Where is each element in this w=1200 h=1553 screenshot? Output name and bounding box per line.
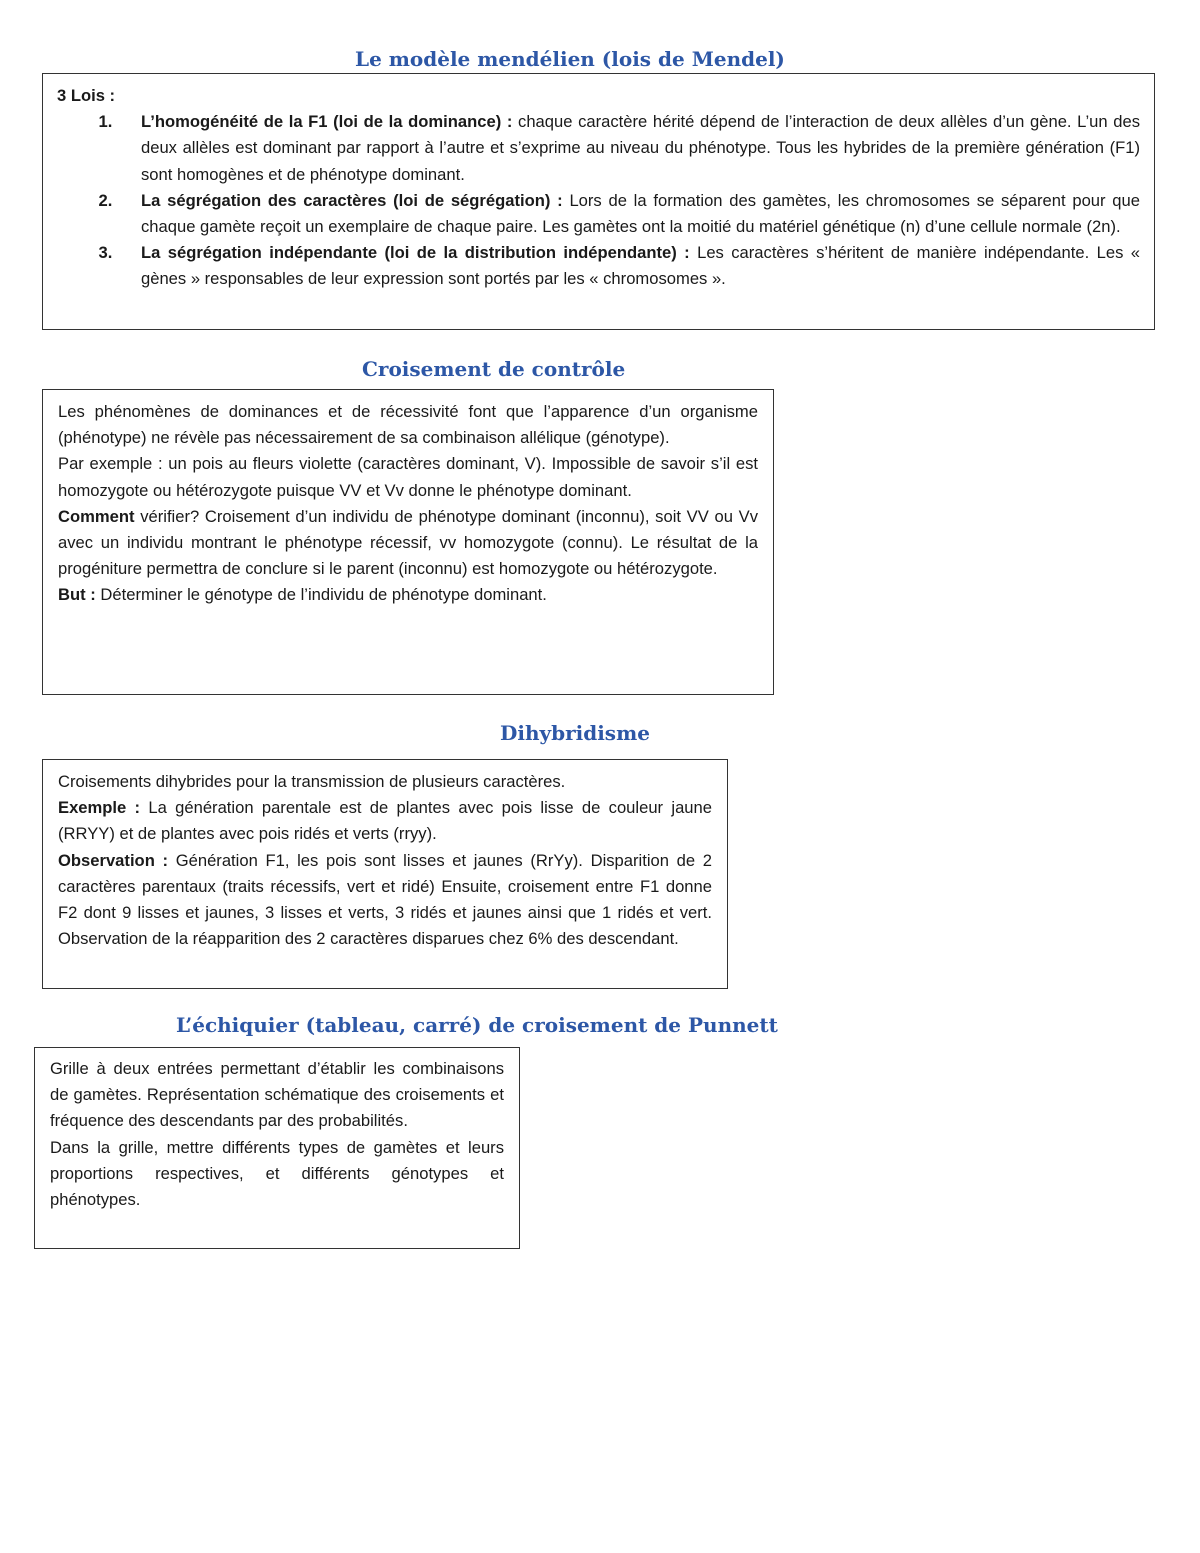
controle-p3-lead: Comment (58, 506, 135, 526)
controle-box (42, 389, 774, 695)
controle-p4-lead: But : (58, 585, 96, 605)
law-item-1 (117, 109, 1140, 188)
law-3-text: Les caractères s’héritent de manière indépendante. Les « gènes » responsables de leur expression sont portés par les « chromosomes ». (141, 243, 1140, 289)
punnett-box (34, 1047, 520, 1249)
controle-p3 (58, 504, 758, 583)
punnett-p2: Dans la grille, mettre différents types de gamètes et leurs proportions respectives, et différents génotypes et phénotypes. (50, 1137, 504, 1210)
dihybridisme-p3-lead: Observation : (58, 850, 169, 870)
law-2-lead: La ségrégation des caractères (loi de ségrégation) : (141, 190, 563, 210)
punnett-title: L’échiquier (tableau, carré) de croisement de Punnett (176, 1013, 778, 1037)
dihybridisme-p2-lead: Exemple : (58, 798, 141, 818)
law-item-2 (117, 188, 1140, 240)
laws-list (57, 109, 1140, 292)
mendel-laws-box (42, 73, 1155, 330)
controle-p4 (58, 582, 758, 608)
controle-p3-text: vérifier? Croisement d’un individu de phénotype dominant (inconnu), soit VV ou Vv avec un individu montrant le phénotype récessif, vv homozygote (connu). Le résultat de la progéniture permettra de conclure si le parent (inconnu) est homozygote ou hétérozygote. (58, 506, 758, 579)
dihybridisme-p1: Croisements dihybrides pour la transmission de plusieurs caractères. (58, 772, 566, 791)
law-1-text: chaque caractère hérité dépend de l’interaction de deux allèles d’un gène. L’un des deux allèles est dominant par rapport à l’autre et s’exprime au niveau du phénotype. Tous les hybrides de la première génération (F1) sont homogènes et de phénotype dominant. (141, 112, 1140, 184)
controle-p1: Les phénomènes de dominances et de récessivité font que l’apparence d’un organisme (phénotype) ne révèle pas nécessairement de sa combinaison allélique (génotype). (58, 402, 758, 448)
dihybridisme-p2 (58, 795, 712, 847)
dihybridisme-box (42, 759, 728, 989)
law-item-3 (117, 240, 1140, 292)
controle-p2: Par exemple : un pois au fleurs violette (caractères dominant, V). Impossible de savoir s’il est homozygote ou hétérozygote puisque VV et Vv donne le phénotype dominant. (58, 454, 758, 500)
dihybridisme-p3 (58, 848, 712, 953)
dihybridisme-title: Dihybridisme (500, 721, 650, 745)
controle-title: Croisement de contrôle (362, 357, 626, 381)
law-1-lead: L’homogénéité de la F1 (loi de la dominance) : (141, 112, 513, 132)
dihybridisme-p2-text: La génération parentale est de plantes avec pois lisse de couleur jaune (RRYY) et de plantes avec pois ridés et verts (rryy). (58, 798, 712, 844)
laws-intro: 3 Lois : (57, 86, 116, 105)
mendel-title: Le modèle mendélien (lois de Mendel) (355, 47, 785, 71)
law-2-text: Lors de la formation des gamètes, les chromosomes se séparent pour que chaque gamète reçoit un exemplaire de chaque paire. Les gamètes ont la moitié du matériel génétique (n) d’une cellule normale (2n). (141, 190, 1140, 237)
punnett-p1: Grille à deux entrées permettant d’établir les combinaisons de gamètes. Représentation schématique des croisements et fréquence des descendants par des probabilités. (50, 1059, 504, 1131)
dihybridisme-p3-text: Génération F1, les pois sont lisses et jaunes (RrYy). Disparition de 2 caractères parentaux (traits récessifs, vert et ridé) Ensuite, croisement entre F1 donne F2 dont 9 lisses et jaunes, 3 lisses et verts, 3 ridés et jaunes ainsi que 1 ridés et vert. Observation de la réapparition des 2 caractères disparues chez 6% des descendant. (58, 850, 712, 949)
law-3-lead: La ségrégation indépendante (loi de la distribution indépendante) : (141, 243, 690, 263)
controle-p4-text: Déterminer le génotype de l’individu de phénotype dominant. (95, 585, 547, 605)
